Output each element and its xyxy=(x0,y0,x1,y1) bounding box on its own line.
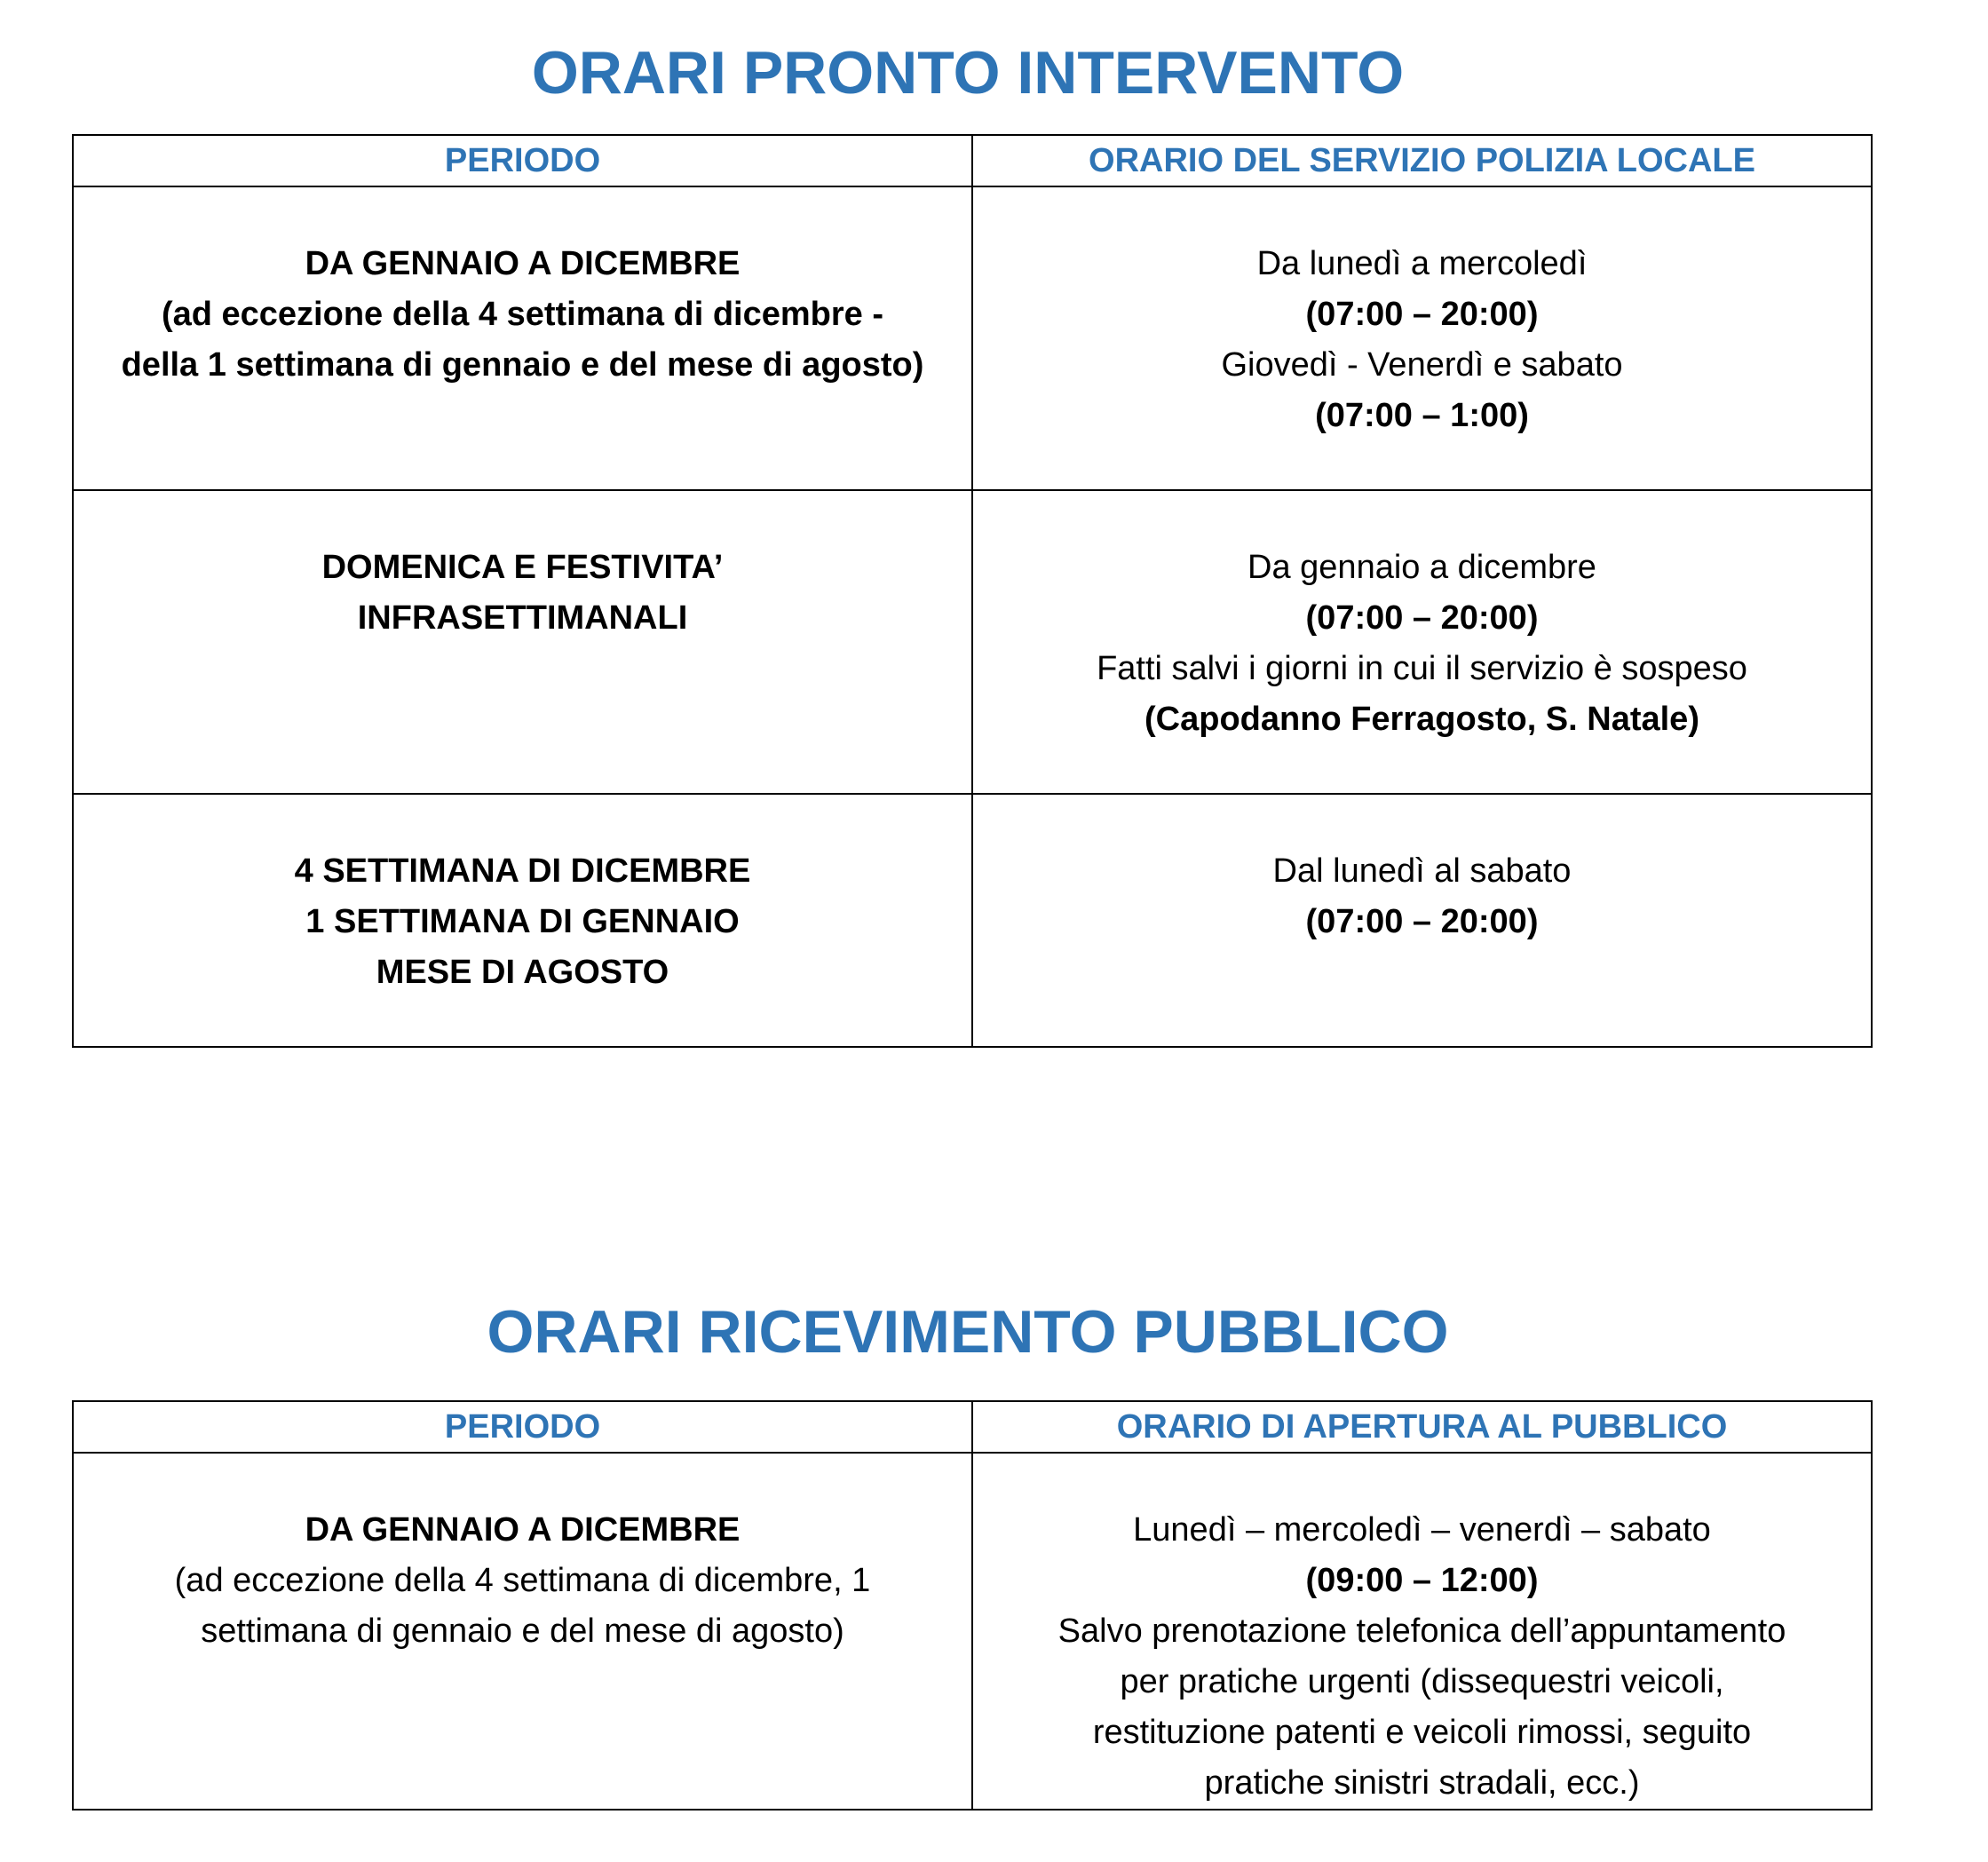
period-title: 1 SETTIMANA DI GENNAIO xyxy=(305,903,740,940)
period-note: (ad eccezione della 4 settimana di dicembre, 1 xyxy=(174,1562,871,1599)
period-title: DA GENNAIO A DICEMBRE xyxy=(305,1511,741,1549)
schedule-note: per pratiche urgenti (dissequestri veicoli, xyxy=(1120,1663,1724,1700)
period-title: INFRASETTIMANALI xyxy=(357,599,688,637)
table-row xyxy=(73,490,1872,794)
table-header-row xyxy=(73,1401,1872,1453)
period-title: DOMENICA E FESTIVITA’ xyxy=(321,549,724,586)
period-title: 4 SETTIMANA DI DICEMBRE xyxy=(294,852,751,890)
column-header-orario-apertura: ORARIO DI APERTURA AL PUBBLICO xyxy=(972,1401,1872,1453)
period-title: DA GENNAIO A DICEMBRE xyxy=(305,245,741,282)
period-cell xyxy=(73,490,972,794)
table-header-row xyxy=(73,135,1872,186)
schedule-days: Da gennaio a dicembre xyxy=(1247,549,1596,586)
period-note: (ad eccezione della 4 settimana di dicembre - xyxy=(161,296,884,333)
schedule-hours: (07:00 – 20:00) xyxy=(1305,296,1539,333)
table-row xyxy=(73,1453,1872,1810)
pronto-intervento-table xyxy=(72,134,1873,1048)
schedule-hours: (09:00 – 12:00) xyxy=(1305,1562,1539,1599)
schedule-note: Salvo prenotazione telefonica dell’appuntamento xyxy=(1057,1612,1786,1650)
schedule-cell xyxy=(972,1453,1872,1810)
schedule-cell xyxy=(972,794,1872,1047)
period-title: MESE DI AGOSTO xyxy=(376,954,669,991)
column-header-periodo: PERIODO xyxy=(73,135,972,186)
schedule-exceptions: (Capodanno Ferragosto, S. Natale) xyxy=(1144,701,1699,738)
schedule-hours: (07:00 – 1:00) xyxy=(1315,397,1529,434)
schedule-cell xyxy=(972,186,1872,490)
table-row xyxy=(73,794,1872,1047)
schedule-note: pratiche sinistri stradali, ecc.) xyxy=(1204,1764,1640,1802)
period-cell xyxy=(73,794,972,1047)
schedule-days: Giovedì - Venerdì e sabato xyxy=(1221,346,1623,384)
schedule-days: Da lunedì a mercoledì xyxy=(1256,245,1588,282)
schedule-hours: (07:00 – 20:00) xyxy=(1305,903,1539,940)
schedule-note: Fatti salvi i giorni in cui il servizio è sospeso xyxy=(1097,650,1747,687)
column-header-orario-servizio: ORARIO DEL SERVIZIO POLIZIA LOCALE xyxy=(972,135,1872,186)
schedule-note: restituzione patenti e veicoli rimossi, seguito xyxy=(1092,1714,1752,1751)
table-row xyxy=(73,186,1872,490)
period-cell xyxy=(73,1453,972,1810)
schedule-days: Dal lunedì al sabato xyxy=(1272,852,1572,890)
schedule-hours: (07:00 – 20:00) xyxy=(1305,599,1539,637)
column-header-periodo: PERIODO xyxy=(73,1401,972,1453)
period-cell xyxy=(73,186,972,490)
period-note: della 1 settimana di gennaio e del mese di agosto) xyxy=(121,346,924,384)
period-note: settimana di gennaio e del mese di agosto) xyxy=(201,1612,844,1650)
schedule-days: Lunedì – mercoledì – venerdì – sabato xyxy=(1133,1511,1711,1549)
section-title-pronto-intervento: ORARI PRONTO INTERVENTO xyxy=(531,39,1405,107)
section-title-ricevimento-pubblico: ORARI RICEVIMENTO PUBBLICO xyxy=(487,1298,1449,1366)
schedule-cell xyxy=(972,490,1872,794)
ricevimento-pubblico-table xyxy=(72,1400,1873,1810)
